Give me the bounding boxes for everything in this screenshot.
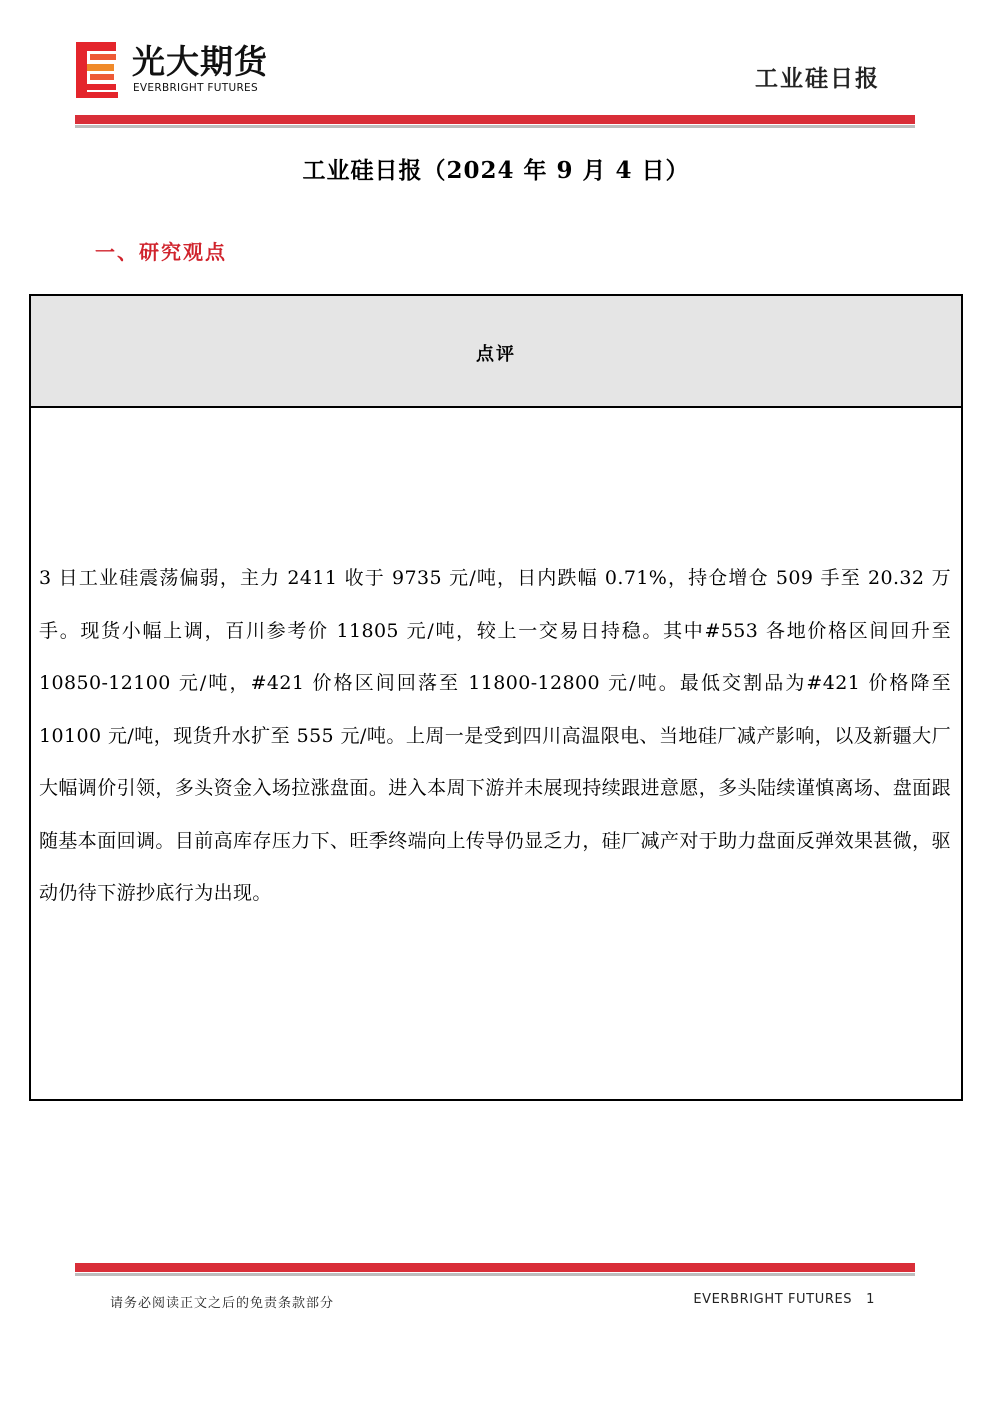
table-header — [31, 296, 961, 408]
report-label: 工业硅日报 — [755, 65, 880, 92]
header-rule — [75, 115, 915, 124]
comment-table — [29, 294, 963, 1101]
footer-company-name: EVERBRIGHT FUTURES — [693, 1292, 853, 1307]
footer-company — [693, 1292, 875, 1307]
document-title: 工业硅日报（2024 年 9 月 4 日） — [302, 157, 690, 184]
footer-disclaimer: 请务必阅读正文之后的免责条款部分 — [110, 1296, 335, 1311]
table-header-label: 点评 — [476, 344, 516, 365]
everbright-logo-icon — [76, 42, 118, 98]
logo-name: 光大期货 — [132, 42, 268, 81]
section-heading: 一、研究观点 — [95, 240, 227, 264]
footer-rule — [75, 1263, 915, 1272]
comment-body: 3 日工业硅震荡偏弱，主力 2411 收于 9735 元/吨，日内跌幅 0.71%，持仓增仓 509 手至 20.32 万手。现货小幅上调，百川参考价 11805 元/吨，较上一交易日持稳。其中#553 各地价格区间回升至 10850-12100 元/吨，#421 价格区间回落至 11800-12800 元/吨。最低交割品为#421 价格降至 10100 元/吨，现货升水扩至 555 元/吨。上周一是受到四川高温限电、当地硅厂减产影响，以及新疆大厂大幅调价引领，多头资金入场拉涨盘面。进入本周下游并未展现持续跟进意愿，多头陆续谨慎离场、盘面跟随基本面回调。目前高库存压力下、旺季终端向上传导仍显乏力，硅厂减产对于助力盘面反弹效果甚微，驱动仍待下游抄底行为出现。 — [39, 567, 951, 904]
company-logo — [76, 42, 286, 98]
page-number: 1 — [866, 1292, 875, 1307]
logo-subtitle: EVERBRIGHT FUTURES — [133, 82, 258, 94]
